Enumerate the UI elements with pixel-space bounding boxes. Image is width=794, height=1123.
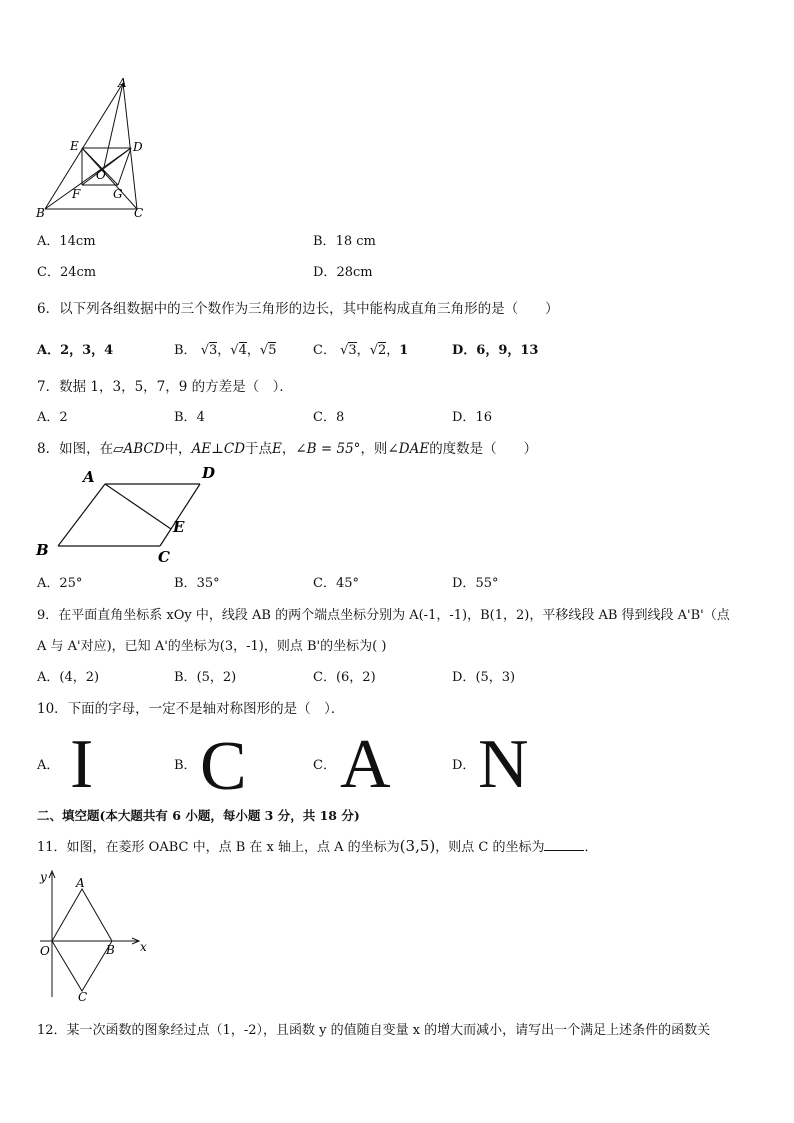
option-key: A． [37,670,60,685]
q10-option-c-letter: A [340,726,391,803]
option-key: D． [313,265,337,280]
radicand: 4 [238,343,247,358]
separator: ， [356,343,370,358]
q10-text: 下面的字母，一定不是轴对称图形的是（ ）． [67,701,345,717]
q5-option-d[interactable] [313,261,373,280]
q7-text: 数据 1，3，5，7，9 的方差是（ ）． [59,379,293,395]
sqrt-symbol: √ [369,343,378,358]
q11-text-2: ，则点 C 的坐标为 [435,840,545,855]
option-text: (4，2) [59,670,100,685]
q12-text: 某一次函数的图象经过点（1，-2），且函数 y 的值随自变量 x 的增大而减小，请写出一个满足上述条件的函数关 [66,1023,711,1038]
label-y: y [40,870,47,884]
label-D: D [133,140,143,154]
q10-option-b-letter: C [200,728,247,805]
option-text: 25° [59,576,83,591]
label-x: x [140,940,147,954]
label-B: B [36,206,45,220]
q8-angle-dae: ∠DAE [387,441,430,457]
option-text: 4 [196,410,205,425]
radicand: 3 [209,343,218,358]
label-A: A [118,76,127,90]
q7-option-c[interactable] [313,406,344,425]
option-text: 28cm [336,265,373,280]
q6-option-c[interactable] [313,339,408,358]
option-key: B． [313,234,336,249]
option-key: D． [452,410,476,425]
option-key: A． [37,234,60,249]
q8-text-2: 中， [164,441,192,457]
q9-option-c[interactable] [313,666,376,685]
label-A: A [76,876,85,890]
q8-parallelogram-figure [30,462,230,567]
q6-option-d[interactable] [452,339,538,358]
sqrt-symbol: √ [200,343,209,358]
option-key: D． [452,670,476,685]
q12-number: 12． [37,1023,67,1038]
option-key: D． [452,576,476,591]
option-key: C． [313,576,336,591]
q12-stem [37,1019,710,1038]
sqrt-symbol: √ [230,343,239,358]
q8-text-5: ，则 [360,441,388,457]
option-key: C． [37,265,60,280]
q5-triangle-figure [30,75,160,225]
option-key: A． [37,576,60,591]
q10-number: 10． [37,701,68,717]
q6-text: 以下列各组数据中的三个数作为三角形的边长，其中能构成直角三角形的是（ ） [59,301,559,317]
line-DG [118,148,131,185]
option-key: B． [174,410,197,425]
option-text: (5，3) [475,670,516,685]
q10-stem [37,697,344,717]
q9-option-a[interactable] [37,666,99,685]
option-text: (5，2) [196,670,237,685]
q8-option-b[interactable] [174,572,220,591]
option-text: 2，3，4 [60,343,114,358]
label-E: E [70,139,79,153]
radicand: 2 [377,343,387,358]
q8-point-e: E [272,441,282,457]
option-key: A． [37,410,60,425]
q5-option-a[interactable] [37,230,96,249]
separator: ， [386,343,400,358]
label-C: C [134,206,144,220]
option-text: 8 [335,410,345,425]
option-text: 2 [59,410,68,425]
sqrt-symbol: √ [340,343,349,358]
q6-number: 6． [37,301,60,317]
q8-angle-b: ∠B = 55° [295,441,361,457]
q11-text-3: ． [584,840,598,855]
q8-parallelogram-name: ▱ABCD [113,441,165,457]
option-key: B． [174,576,197,591]
q8-option-c[interactable] [313,572,359,591]
q9-option-b[interactable] [174,666,236,685]
q5-option-c[interactable] [37,261,96,280]
q7-option-d[interactable] [452,406,492,425]
q9-stem-line2 [37,635,386,654]
q7-number: 7． [37,379,60,395]
q10-option-b-key[interactable]: B． [174,758,197,773]
label-A: A [83,468,95,486]
q11-number: 11． [37,840,67,855]
line-AB [58,484,105,546]
answer-blank[interactable] [544,838,584,851]
option-text: 14cm [59,234,96,249]
option-text: 55° [475,576,499,591]
q8-text-1: 如图，在 [59,441,114,457]
option-key: C． [313,343,336,358]
option-tail: 1 [399,343,409,358]
label-B: B [36,541,49,559]
separator: ， [246,343,260,358]
q11-rhombus-figure [30,865,160,1005]
q10-option-a-key[interactable]: A． [37,758,60,773]
option-key: C． [313,670,336,685]
label-C: C [78,990,88,1004]
option-text: 18 cm [335,234,376,249]
q8-perpendicular: AE⊥CD [191,441,246,457]
label-O: O [40,944,50,958]
q10-option-a-letter: I [70,726,94,803]
option-text: 16 [475,410,492,425]
line-DC [160,484,200,546]
option-key: D． [452,343,477,358]
option-key: B． [174,343,197,358]
q11-stem [37,836,597,855]
option-text: (6，2) [335,670,376,685]
q7-option-a[interactable] [37,406,68,425]
label-C: C [158,548,170,566]
q6-option-b[interactable] [174,339,276,358]
line-AE [105,484,171,529]
q8-option-a[interactable] [37,572,82,591]
label-G: G [113,187,123,201]
option-text: 6，9，13 [476,343,539,358]
q6-stem [37,297,559,317]
q9-number: 9． [37,608,59,623]
q8-stem [37,437,537,457]
q6-option-a[interactable] [37,339,113,358]
label-D: D [202,464,216,482]
option-text: 35° [196,576,220,591]
q9-stem-line1 [37,604,730,623]
label-E: E [173,518,185,536]
radicand: 3 [348,343,357,358]
label-F: F [72,187,81,201]
q10-option-c-key[interactable]: C． [313,758,336,773]
line-AO [104,83,123,167]
q7-option-b[interactable] [174,406,205,425]
q8-text-4: ， [281,441,296,457]
q5-option-b[interactable] [313,230,376,249]
section-2-title: 二、填空题(本大题共有 6 小题，每小题 3 分，共 18 分) [37,808,360,823]
q10-option-d-key[interactable]: D． [452,758,476,773]
option-key: C． [313,410,336,425]
option-key: B． [174,670,197,685]
sqrt-symbol: √ [259,343,269,358]
option-text: 45° [335,576,359,591]
label-O: O [96,168,106,182]
label-B: B [106,943,115,957]
q8-text-3: 于点 [245,441,273,457]
q10-option-d-letter: N [478,726,529,803]
separator: ， [217,343,231,358]
radicand: 5 [268,343,277,358]
option-key: A． [37,343,61,358]
q11-coordinate: (3,5) [399,837,436,855]
q8-number: 8． [37,441,60,457]
q9-text-1: 在平面直角坐标系 xOy 中，线段 AB 的两个端点坐标分别为 A(-1，-1)，B(1，2)，平移线段 AB 得到线段 A'B'（点 [58,608,730,623]
q11-text-1: 如图，在菱形 OABC 中，点 B 在 x 轴上，点 A 的坐标为 [66,840,400,855]
option-text: 24cm [59,265,97,280]
rhombus-OABC [52,889,112,991]
q9-text-2: A 与 A'对应)，已知 A'的坐标为(3，-1)，则点 B'的坐标为( ) [37,639,387,654]
line-AB [45,83,123,209]
q9-option-d[interactable] [452,666,515,685]
q7-stem [37,375,293,395]
q8-option-d[interactable] [452,572,498,591]
q8-text-6: 的度数是（ ） [429,441,538,457]
